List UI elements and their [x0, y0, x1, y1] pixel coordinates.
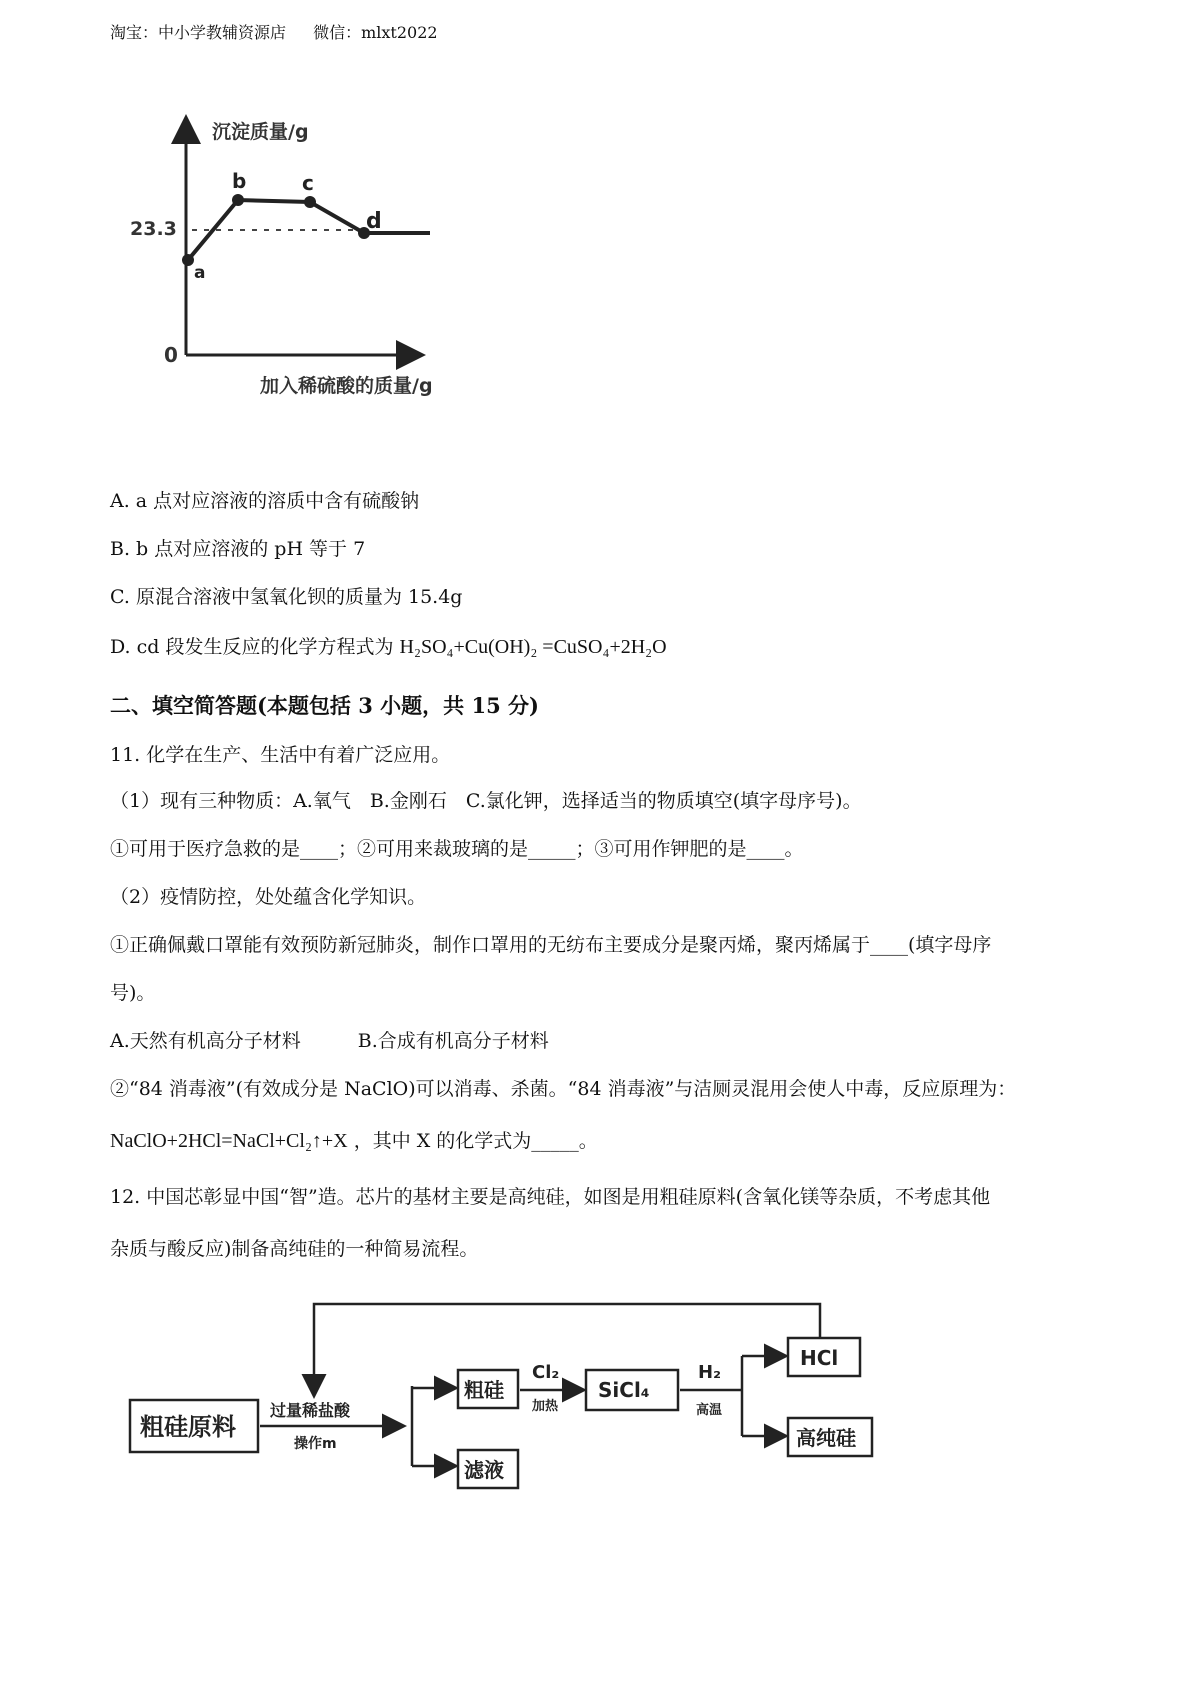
point-b	[232, 194, 244, 206]
x-axis-label: 加入稀硫酸的质量/g	[260, 375, 433, 397]
box-filtrate-label: 滤液	[464, 1458, 504, 1482]
q11-part2-q1-options: A.天然有机高分子材料 B.合成有机高分子材料	[110, 1030, 549, 1052]
option-a: A. a 点对应溶液的溶质中含有硫酸钠	[110, 490, 420, 512]
step1-bottom: 操作m	[294, 1436, 337, 1452]
flow-svg	[120, 1290, 940, 1520]
process-flow-diagram	[120, 1290, 940, 1520]
point-label-d: d	[366, 209, 382, 234]
recycle-loop	[314, 1304, 820, 1394]
step3-bottom: 高温	[696, 1403, 723, 1418]
box-crude-si-label: 粗硅	[464, 1378, 504, 1402]
section-title: 二、填空简答题(本题包括 3 小题，共 15 分)	[110, 693, 539, 718]
precipitate-chart	[120, 110, 500, 440]
step3-top: H₂	[698, 1362, 721, 1383]
q11-part1: （1）现有三种物质：A.氧气 B.金刚石 C.氯化钾，选择适当的物质填空(填字母序号)。	[110, 790, 862, 812]
option-d-equation: H₂SO₄+Cu(OH)₂ =CuSO₄+2H₂O	[399, 636, 667, 658]
option-d-prefix: D. cd 段发生反应的化学方程式为	[110, 636, 394, 658]
origin-label: 0	[164, 343, 178, 367]
q12-line1: 12. 中国芯彰显中国“智”造。芯片的基材主要是高纯硅，如图是用粗硅原料(含氧化镁等杂质，不考虑其他	[110, 1186, 991, 1208]
shop-label: 淘宝：中小学教辅资源店	[110, 23, 287, 42]
box-pure-si-label: 高纯硅	[796, 1426, 856, 1450]
q11-stem: 11. 化学在生产、生活中有着广泛应用。	[110, 744, 451, 766]
option-d	[110, 632, 667, 659]
chart-svg	[120, 110, 500, 440]
option-b: B. b 点对应溶液的 pH 等于 7	[110, 538, 366, 560]
point-c	[304, 196, 316, 208]
q11-part1-blanks: ①可用于医疗急救的是____；②可用来裁玻璃的是_____；③可用作钾肥的是____。	[110, 838, 804, 860]
box-hcl-label: HCl	[800, 1346, 839, 1370]
box-raw-label: 粗硅原料	[140, 1413, 236, 1441]
y-tick-label: 23.3	[130, 218, 177, 240]
point-label-a: a	[194, 263, 206, 283]
q11-equation-tail: ，其中 X 的化学式为_____。	[353, 1130, 598, 1152]
step2-top: Cl₂	[532, 1362, 560, 1383]
page-header	[110, 20, 460, 43]
point-a	[182, 254, 194, 266]
box-sicl4-label: SiCl₄	[598, 1378, 650, 1402]
option-c: C. 原混合溶液中氢氧化钡的质量为 15.4g	[110, 586, 463, 608]
series-line	[188, 200, 430, 260]
q11-equation: NaClO+2HCl=NaCl+Cl₂↑+X	[110, 1130, 348, 1152]
q11-part2-q2-equation-line	[110, 1126, 598, 1153]
y-axis-label: 沉淀质量/g	[212, 121, 309, 143]
wechat-label: 微信：mlxt2022	[313, 23, 438, 42]
q11-part2-q1-line2: 号)。	[110, 982, 156, 1004]
point-label-c: c	[302, 171, 314, 195]
point-label-b: b	[232, 169, 247, 193]
q11-part2-q2: ②“84 消毒液”(有效成分是 NaClO)可以消毒、杀菌。“84 消毒液”与洁厕灵混用会使人中毒，反应原理为：	[110, 1078, 1017, 1100]
q11-part2-q1-line1: ①正确佩戴口罩能有效预防新冠肺炎，制作口罩用的无纺布主要成分是聚丙烯，聚丙烯属于____(填字母序	[110, 934, 992, 956]
q12-line2: 杂质与酸反应)制备高纯硅的一种简易流程。	[110, 1238, 479, 1260]
step1-top: 过量稀盐酸	[270, 1401, 351, 1420]
step2-bottom: 加热	[532, 1399, 559, 1414]
q11-part2: （2）疫情防控，处处蕴含化学知识。	[110, 886, 427, 908]
